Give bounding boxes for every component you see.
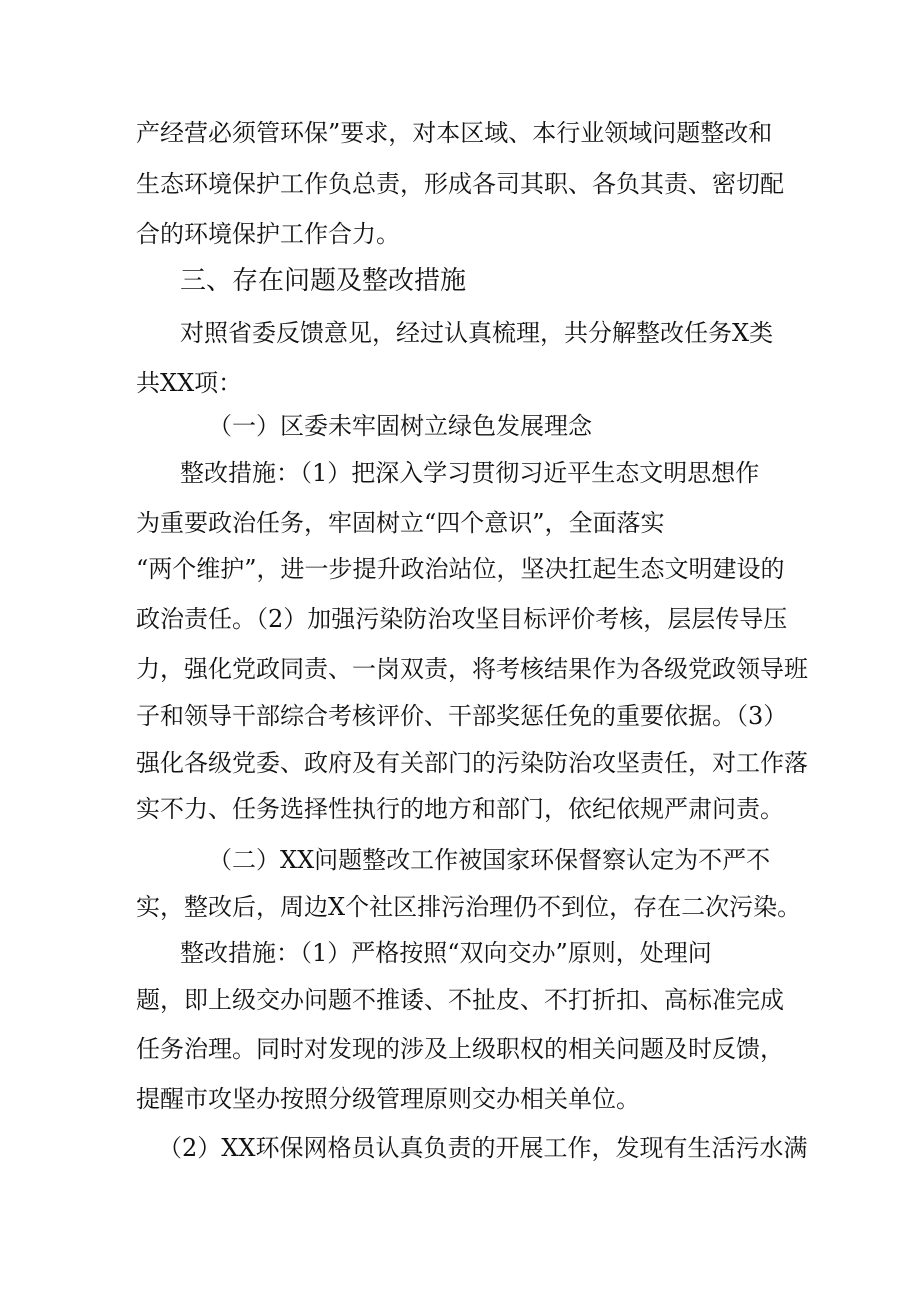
text-line: 生态环境保护工作负总责，形成各司其职、各负其责、密切配 bbox=[136, 170, 784, 198]
text-line: 为重要政治任务，牢固树立“四个意识”，全面落实 bbox=[136, 509, 665, 537]
text-line: 力，强化党政同责、一岗双责，将考核结果作为各级党政领导班 bbox=[136, 655, 808, 683]
text-line: 提醒市攻坚办按照分级管理原则交办相关单位。 bbox=[136, 1085, 640, 1113]
text-line: 政治责任。（2）加强污染防治攻坚目标评价考核，层层传导压 bbox=[136, 605, 788, 633]
section-heading: 三、存在问题及整改措施 bbox=[180, 266, 467, 296]
text-line: 对照省委反馈意见，经过认真梳理，共分解整改任务X类 bbox=[180, 319, 774, 347]
text-line: 实不力、任务选择性执行的地方和部门，依纪依规严肃问责。 bbox=[136, 795, 784, 823]
subsection-heading: （一）区委未牢固树立绿色发展理念 bbox=[208, 412, 592, 440]
text-line: 产经营必须管环保”要求，对本区域、本行业领域问题整改和 bbox=[136, 119, 773, 147]
text-line: 共XX项： bbox=[136, 369, 243, 397]
text-line: 合的环境保护工作合力。 bbox=[136, 220, 400, 248]
text-line: 实，整改后，周边X个社区排污治理仍不到位，存在二次污染。 bbox=[136, 893, 802, 921]
text-line: （2）XX环保网格员认真负责的开展工作，发现有生活污水满 bbox=[158, 1134, 808, 1162]
text-line: 整改措施：（1）严格按照“双向交办”原则，处理问 bbox=[180, 939, 712, 967]
text-line: 整改措施：（1）把深入学习贯彻习近平生态文明思想作 bbox=[180, 459, 760, 487]
text-line: 子和领导干部综合考核评价、干部奖惩任免的重要依据。（3） bbox=[136, 702, 788, 730]
text-line: 任务治理。同时对发现的涉及上级职权的相关问题及时反馈， bbox=[136, 1035, 784, 1063]
subsection-heading: （二）XX问题整改工作被国家环保督察认定为不严不 bbox=[208, 846, 771, 874]
text-line: 题，即上级交办问题不推诿、不扯皮、不打折扣、高标准完成 bbox=[136, 986, 784, 1014]
text-line: 强化各级党委、政府及有关部门的污染防治攻坚责任，对工作落 bbox=[136, 749, 808, 777]
text-line: “两个维护”，进一步提升政治站位，坚决扛起生态文明建设的 bbox=[136, 555, 785, 583]
